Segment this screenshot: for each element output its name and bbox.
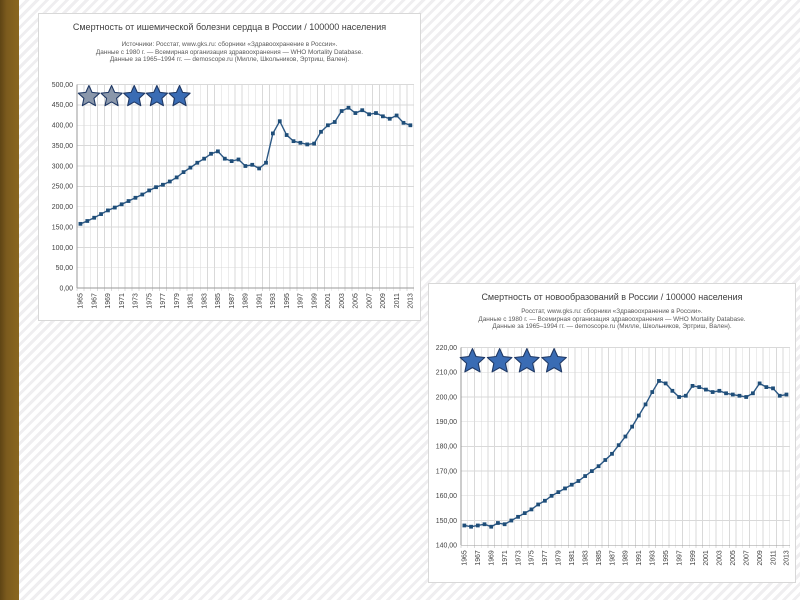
x-axis-label: 1985: [595, 550, 603, 566]
y-axis-label: 140,00: [435, 542, 458, 550]
data-point: [785, 393, 789, 397]
data-point: [684, 394, 688, 398]
chart-source-line: Данные с 1980 г. — Всемирная организация здравоохранения — WHO Mortality Database.: [478, 315, 746, 323]
data-point: [670, 389, 674, 393]
data-point: [85, 219, 89, 223]
data-point: [79, 222, 83, 226]
data-point: [523, 511, 527, 515]
data-point: [550, 494, 554, 498]
data-point: [347, 106, 351, 110]
x-axis-label: 1987: [609, 550, 617, 566]
data-point: [292, 139, 296, 143]
data-point: [333, 120, 337, 124]
data-point: [543, 499, 547, 503]
data-point: [583, 474, 587, 478]
y-axis-label: 450,00: [51, 102, 74, 110]
data-point: [134, 196, 138, 200]
line-chart-ihd-mortality: [39, 14, 420, 320]
data-point: [161, 183, 165, 187]
x-axis-label: 1969: [105, 293, 113, 309]
x-axis-label: 2009: [380, 293, 388, 309]
x-axis-label: 1971: [118, 293, 126, 309]
data-point: [771, 386, 775, 390]
data-point: [516, 515, 520, 519]
data-point: [257, 167, 261, 171]
data-point: [778, 394, 782, 398]
data-point: [530, 508, 534, 512]
x-axis-label: 1989: [242, 293, 250, 309]
data-point: [312, 142, 316, 146]
data-point: [489, 525, 493, 529]
x-axis-label: 1981: [569, 550, 577, 566]
data-point: [503, 522, 507, 526]
x-axis-label: 1999: [689, 550, 697, 566]
x-axis-label: 1967: [475, 550, 483, 566]
left-accent-bar: [0, 0, 19, 600]
data-point: [717, 389, 721, 393]
data-point: [113, 206, 117, 210]
x-axis-label: 2011: [393, 293, 401, 309]
data-point: [677, 395, 681, 399]
y-axis-label: 0,00: [59, 285, 74, 293]
data-point: [408, 123, 412, 127]
data-point: [617, 443, 621, 447]
data-point: [285, 133, 289, 137]
data-point: [278, 119, 282, 123]
y-axis-label: 350,00: [51, 142, 74, 150]
data-point: [223, 157, 227, 161]
data-point: [483, 522, 487, 526]
x-axis-label: 1977: [542, 550, 550, 566]
rating-star-icon: [78, 86, 99, 106]
data-point: [610, 452, 614, 456]
data-point: [367, 112, 371, 116]
data-point: [395, 114, 399, 118]
data-point: [154, 185, 158, 189]
data-point: [250, 163, 254, 167]
x-axis-label: 1989: [622, 550, 630, 566]
data-point: [496, 521, 500, 525]
rating-star-icon: [515, 349, 540, 372]
data-point: [319, 130, 323, 134]
y-axis-label: 200,00: [51, 204, 74, 212]
chart-source-line: Данные за 1965–1994 гг. — demoscope.ru (Милле, Школьников, Эртриш, Вален).: [109, 56, 350, 64]
y-axis-label: 170,00: [435, 468, 458, 476]
data-point: [271, 132, 275, 136]
data-point: [202, 157, 206, 161]
chart-title: Смертность от ишемической болезни сердца в России / 100000 населения: [72, 22, 387, 32]
data-point: [738, 394, 742, 398]
x-axis-label: 1967: [91, 293, 99, 309]
data-point: [509, 519, 513, 523]
data-point: [353, 111, 357, 115]
chart-source-line: Росстат, www.gks.ru: сборники «Здравоохранение в России».: [521, 308, 703, 315]
data-point: [326, 123, 330, 127]
data-point: [650, 390, 654, 394]
data-point: [244, 164, 248, 168]
y-axis-label: 150,00: [435, 517, 458, 525]
data-point: [388, 117, 392, 121]
x-axis-label: 2005: [730, 550, 738, 566]
y-axis-label: 100,00: [51, 244, 74, 252]
data-point: [120, 202, 124, 206]
data-point: [758, 382, 762, 386]
x-axis-label: 1971: [501, 550, 509, 566]
x-axis-label: 1983: [582, 550, 590, 566]
data-point: [664, 382, 668, 386]
data-point: [99, 212, 103, 216]
x-axis-label: 1991: [256, 293, 264, 309]
x-axis-label: 2003: [716, 550, 724, 566]
data-point: [402, 121, 406, 125]
x-axis-label: 1975: [528, 550, 536, 566]
data-point: [744, 395, 748, 399]
x-axis-label: 1979: [555, 550, 563, 566]
x-axis-label: 2005: [352, 293, 360, 309]
x-axis-label: 1997: [297, 293, 305, 309]
y-axis-label: 200,00: [435, 394, 458, 402]
data-point: [563, 487, 567, 491]
data-point: [305, 143, 309, 147]
data-point: [691, 384, 695, 388]
data-point: [570, 483, 574, 487]
data-point: [711, 390, 715, 394]
y-axis-label: 150,00: [51, 224, 74, 232]
data-point: [630, 425, 634, 429]
data-point: [298, 141, 302, 145]
chart-card-ihd-mortality: [38, 13, 421, 321]
x-axis-label: 2003: [338, 293, 346, 309]
data-point: [340, 109, 344, 113]
data-point: [230, 159, 234, 163]
data-point: [577, 479, 581, 483]
data-point: [106, 209, 110, 213]
x-axis-label: 1985: [215, 293, 223, 309]
data-point: [644, 403, 648, 407]
data-point: [92, 216, 96, 220]
data-point: [590, 469, 594, 473]
y-axis-label: 180,00: [435, 443, 458, 451]
data-point: [360, 108, 364, 112]
chart-source-line: Данные за 1965–1994 гг. — demoscope.ru (Милле, Школьников, Эртриш, Вален).: [492, 323, 732, 331]
x-axis-label: 2001: [703, 550, 711, 566]
x-axis-label: 1969: [488, 550, 496, 566]
x-axis-label: 1983: [201, 293, 209, 309]
x-axis-label: 1997: [676, 550, 684, 566]
data-point: [597, 464, 601, 468]
rating-star-icon: [124, 86, 145, 106]
data-point: [264, 161, 268, 165]
data-point: [140, 193, 144, 197]
data-point: [637, 414, 641, 418]
x-axis-label: 1999: [311, 293, 319, 309]
data-point: [751, 391, 755, 395]
data-point: [168, 180, 172, 184]
chart-source-line: Источники: Росстат, www.gks.ru: сборники «Здравоохранение в России».: [121, 41, 338, 48]
data-point: [764, 385, 768, 389]
y-axis-label: 190,00: [435, 418, 458, 426]
y-axis-label: 500,00: [51, 81, 74, 89]
y-axis-label: 220,00: [435, 344, 458, 352]
data-point: [147, 189, 151, 193]
x-axis-label: 1975: [146, 293, 154, 309]
data-point: [374, 111, 378, 115]
x-axis-label: 2011: [770, 550, 778, 566]
data-line: [464, 381, 786, 527]
x-axis-label: 2013: [407, 293, 415, 309]
data-point: [195, 161, 199, 165]
x-axis-label: 1993: [270, 293, 278, 309]
data-point: [724, 391, 728, 395]
data-point: [182, 170, 186, 174]
chart-title: Смертность от новообразований в России / 100000 населения: [481, 292, 743, 302]
x-axis-label: 2007: [743, 550, 751, 566]
rating-star-icon: [146, 86, 167, 106]
x-axis-label: 1979: [173, 293, 181, 309]
data-point: [624, 435, 628, 439]
x-axis-label: 2001: [325, 293, 333, 309]
x-axis-label: 1973: [132, 293, 140, 309]
data-point: [476, 524, 480, 528]
data-point: [603, 458, 607, 462]
data-point: [189, 166, 193, 170]
x-axis-label: 2013: [783, 550, 791, 566]
data-point: [657, 379, 661, 383]
x-axis-label: 1965: [461, 550, 469, 566]
y-axis-label: 400,00: [51, 122, 74, 130]
x-axis-label: 1993: [649, 550, 657, 566]
data-point: [704, 388, 708, 392]
chart-source-line: Данные с 1980 г. — Всемирная организация здравоохранения — WHO Mortality Database.: [95, 48, 364, 56]
data-point: [175, 176, 179, 180]
data-point: [237, 158, 241, 162]
x-axis-label: 1995: [283, 293, 291, 309]
x-axis-label: 2007: [366, 293, 374, 309]
rating-star-icon: [542, 349, 567, 372]
data-point: [127, 199, 131, 203]
x-axis-label: 1991: [636, 550, 644, 566]
x-axis-label: 1965: [77, 293, 85, 309]
y-axis-label: 50,00: [55, 265, 74, 273]
data-point: [462, 524, 466, 528]
data-point: [536, 503, 540, 507]
data-point: [209, 152, 213, 156]
y-axis-label: 210,00: [435, 369, 458, 377]
data-point: [469, 525, 473, 529]
x-axis-label: 1973: [515, 550, 523, 566]
x-axis-label: 1977: [160, 293, 168, 309]
data-point: [216, 149, 220, 153]
chart-card-neoplasm-mortality: [428, 283, 796, 583]
x-axis-label: 2009: [756, 550, 764, 566]
x-axis-label: 1981: [187, 293, 195, 309]
data-point: [731, 393, 735, 397]
data-point: [697, 385, 701, 389]
y-axis-label: 160,00: [435, 493, 458, 501]
x-axis-label: 1995: [662, 550, 670, 566]
data-point: [556, 490, 560, 494]
line-chart-neoplasm-mortality: [429, 284, 795, 582]
y-axis-label: 250,00: [51, 183, 74, 191]
x-axis-label: 1987: [228, 293, 236, 309]
y-axis-label: 300,00: [51, 163, 74, 171]
data-point: [381, 114, 385, 118]
